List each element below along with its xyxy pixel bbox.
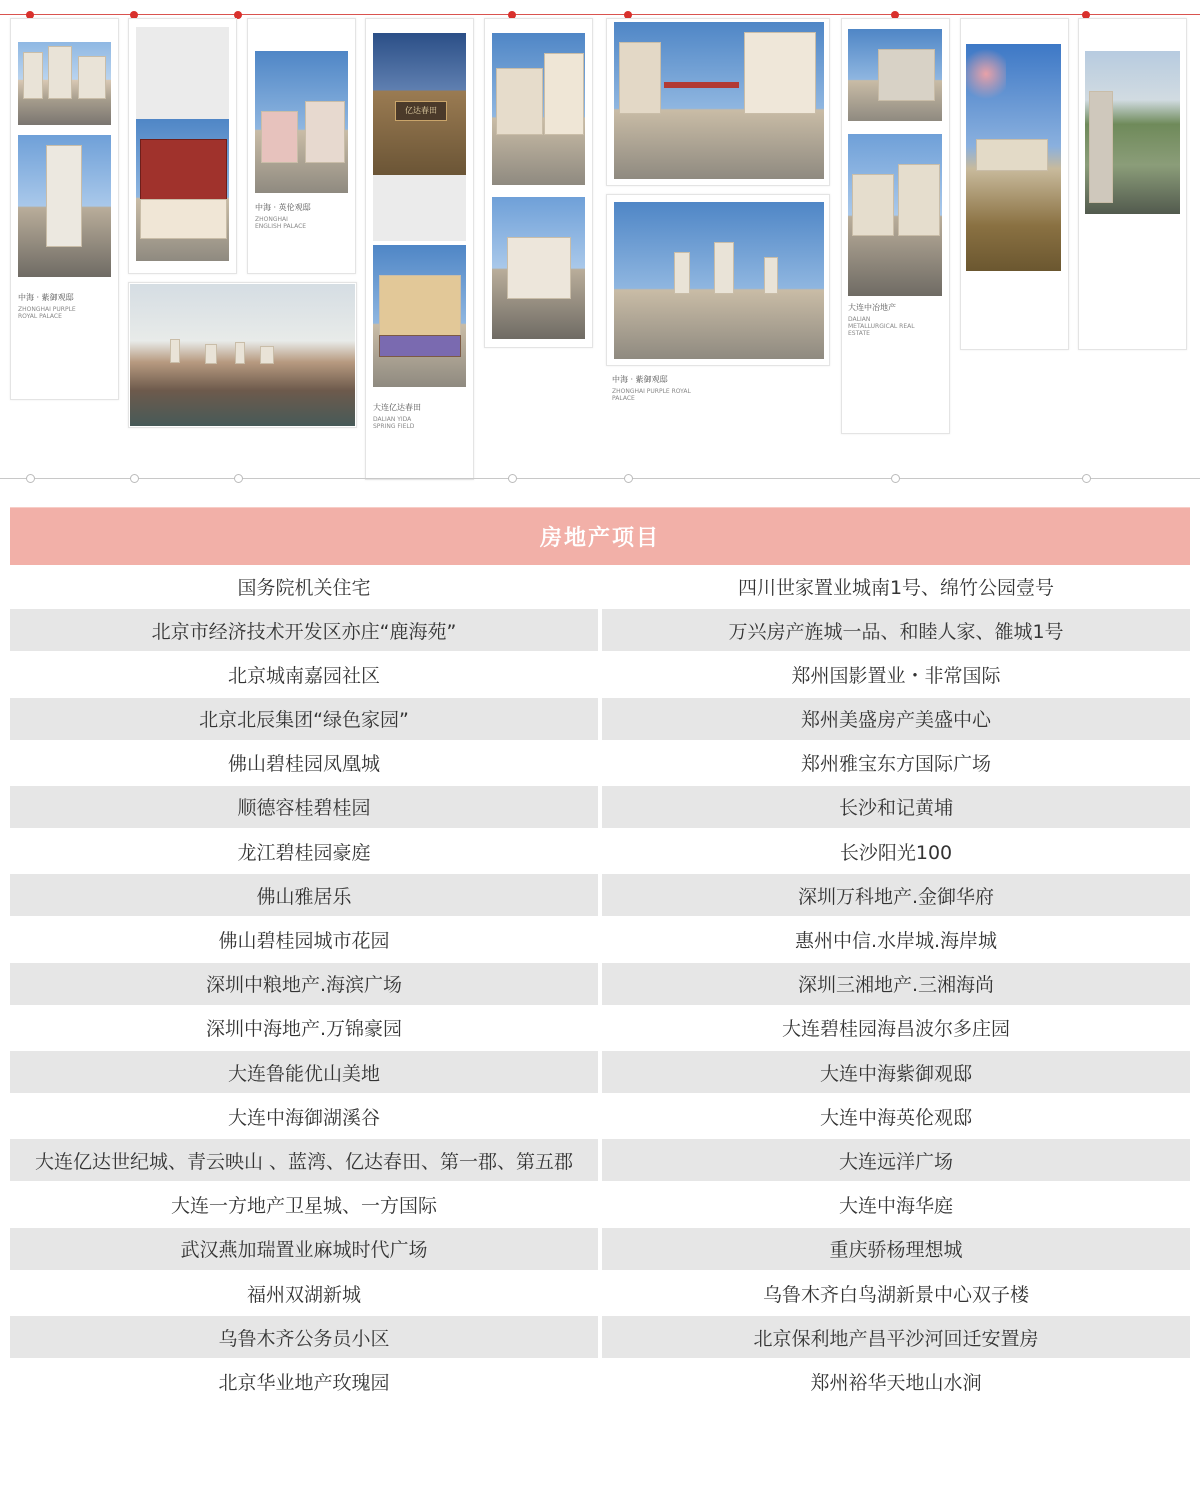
photo-caption-en: DALIAN METALLURGICAL REAL ESTATE: [848, 316, 915, 337]
table-row: [10, 698, 1190, 742]
image-placeholder: [373, 175, 466, 241]
photo-caption: 大连亿达春田: [373, 403, 421, 412]
photo-card[interactable]: [960, 18, 1069, 350]
villa-photo: [373, 245, 466, 387]
project-name-right: 郑州美盛房产美盛中心: [602, 698, 1190, 740]
projects-table: [10, 565, 1190, 1405]
photo-caption: 中海 · 紫御观邸: [18, 293, 74, 302]
yida-sign-photo: [373, 33, 466, 175]
photo-card[interactable]: [606, 18, 830, 186]
project-name-right: 惠州中信.水岸城.海岸城: [794, 930, 998, 952]
timeline-dot: [26, 474, 35, 483]
project-name-right: 大连中海紫御观邸: [602, 1051, 1190, 1093]
project-name-left: 北京市经济技术开发区亦庄“鹿海苑”: [10, 609, 598, 651]
blossom-photo: [966, 44, 1061, 271]
sales-center-photo: [136, 119, 229, 261]
project-name-left: 大连亿达世纪城、青云映山 、蓝湾、亿达春田、第一郡、第五郡: [10, 1139, 598, 1181]
project-name-right: 郑州国影置业・非常国际: [791, 664, 1001, 687]
villa-lake-photo: [130, 284, 355, 426]
table-row: [10, 874, 1190, 918]
project-name-left: 大连鲁能优山美地: [10, 1051, 598, 1093]
photo-caption: 中海 · 英伦观邸: [255, 203, 311, 212]
table-row: [10, 1184, 1190, 1228]
project-name-right: 北京保利地产昌平沙河回迁安置房: [602, 1316, 1190, 1358]
table-row: [10, 1007, 1190, 1051]
table-row: [10, 1316, 1190, 1360]
photo-card[interactable]: [128, 18, 237, 274]
photo-card[interactable]: [247, 18, 356, 274]
project-name-right: 长沙阳光100: [839, 841, 953, 864]
estate-sign: 亿达春田: [395, 101, 447, 121]
table-row: [10, 786, 1190, 830]
timeline-dot: [508, 474, 517, 483]
project-name-right: 大连中海华庭: [838, 1195, 953, 1218]
project-name-right: 深圳万科地产.金御华府: [602, 874, 1190, 916]
project-name-left: 武汉燕加瑞置业麻城时代广场: [10, 1228, 598, 1270]
project-name-left: 大连一方地产卫星城、一方国际: [170, 1195, 437, 1218]
project-name-right: 长沙和记黄埔: [602, 786, 1190, 828]
photo-card[interactable]: [1078, 18, 1187, 350]
project-name-left: 深圳中海地产.万锦豪园: [205, 1018, 403, 1041]
timeline-dot: [624, 474, 633, 483]
table-row: [10, 1095, 1190, 1139]
table-row: [10, 830, 1190, 874]
table-row: [10, 1051, 1190, 1095]
english-palace-photo: [255, 51, 348, 193]
project-name-left: 顺德容桂碧桂园: [10, 786, 598, 828]
timeline-dot: [130, 474, 139, 483]
project-name-right: 大连碧桂园海昌波尔多庄园: [781, 1018, 1010, 1041]
photo-card[interactable]: [841, 18, 950, 434]
photo-card[interactable]: [10, 18, 119, 400]
gate-photo: [492, 197, 585, 339]
image-placeholder: [136, 27, 229, 119]
table-row: [10, 1360, 1190, 1404]
table-row: [10, 1139, 1190, 1183]
table-row: [10, 919, 1190, 963]
photo-card[interactable]: [365, 18, 474, 480]
photo-caption: 大连中冶地产: [848, 303, 896, 312]
photo-gallery: [0, 0, 1200, 490]
project-name-left: 福州双湖新城: [246, 1283, 361, 1306]
photo-card[interactable]: [484, 18, 593, 348]
project-name-right: 郑州裕华天地山水涧: [810, 1371, 982, 1394]
project-name-left: 乌鲁木齐公务员小区: [10, 1316, 598, 1358]
section-title: 房地产项目: [539, 526, 660, 551]
photo-card[interactable]: [606, 194, 830, 366]
timeline-top-line: [0, 14, 1200, 15]
project-name-right: 大连中海英伦观邸: [819, 1106, 972, 1129]
table-row: [10, 1272, 1190, 1316]
photo-caption-en: DALIAN YIDA SPRING FIELD: [373, 416, 415, 430]
table-row: [10, 565, 1190, 609]
project-name-left: 国务院机关住宅: [237, 576, 371, 599]
table-row: [10, 963, 1190, 1007]
photo-caption-en: ZHONGHAI ENGLISH PALACE: [255, 216, 307, 230]
project-name-left: 佛山雅居乐: [10, 874, 598, 916]
project-name-right: 郑州雅宝东方国际广场: [800, 753, 991, 776]
project-name-right: 四川世家置业城南1号、绵竹公园壹号: [737, 576, 1055, 599]
section-header: [10, 507, 1190, 565]
metallurgical-photo: [848, 29, 942, 121]
project-name-right: 大连远洋广场: [602, 1139, 1190, 1181]
project-name-left: 大连中海御湖溪谷: [227, 1106, 380, 1129]
project-name-right: 重庆骄杨理想城: [602, 1228, 1190, 1270]
tower-photo: [18, 135, 111, 277]
photo-caption-en: ZHONGHAI PURPLE ROYAL PALACE: [18, 306, 76, 320]
photo-caption-en: ZHONGHAI PURPLE ROYAL PALACE: [612, 388, 691, 402]
timeline-dot: [891, 474, 900, 483]
courtyard-photo: [1085, 51, 1180, 214]
skyline-photo: [614, 202, 824, 359]
project-name-left: 佛山碧桂园凤凰城: [227, 753, 380, 776]
timeline-bottom-line: [0, 478, 1200, 479]
apartment-photo: [492, 33, 585, 185]
project-name-left: 北京城南嘉园社区: [227, 664, 380, 687]
table-row: [10, 653, 1190, 697]
photo-caption: 中海 · 紫御观邸: [612, 375, 668, 384]
project-name-left: 龙江碧桂园豪庭: [237, 841, 371, 864]
project-name-right: 万兴房产旌城一品、和睦人家、雒城1号: [602, 609, 1190, 651]
table-row: [10, 1228, 1190, 1272]
table-row: [10, 609, 1190, 653]
table-row: [10, 742, 1190, 786]
project-name-left: 北京华业地产玫瑰园: [218, 1371, 390, 1394]
residential-photo: [18, 42, 111, 125]
project-name-left: 深圳中粮地产.海滨广场: [10, 963, 598, 1005]
apartment-photo: [848, 134, 942, 296]
project-name-right: 深圳三湘地产.三湘海尚: [602, 963, 1190, 1005]
project-name-right: 乌鲁木齐白鸟湖新景中心双子楼: [762, 1283, 1029, 1306]
timeline-dot: [234, 474, 243, 483]
project-name-left: 北京北辰集团“绿色家园”: [10, 698, 598, 740]
entrance-photo: [614, 22, 824, 179]
photo-card[interactable]: [128, 282, 357, 428]
timeline-dot: [1082, 474, 1091, 483]
project-name-left: 佛山碧桂园城市花园: [218, 930, 390, 952]
